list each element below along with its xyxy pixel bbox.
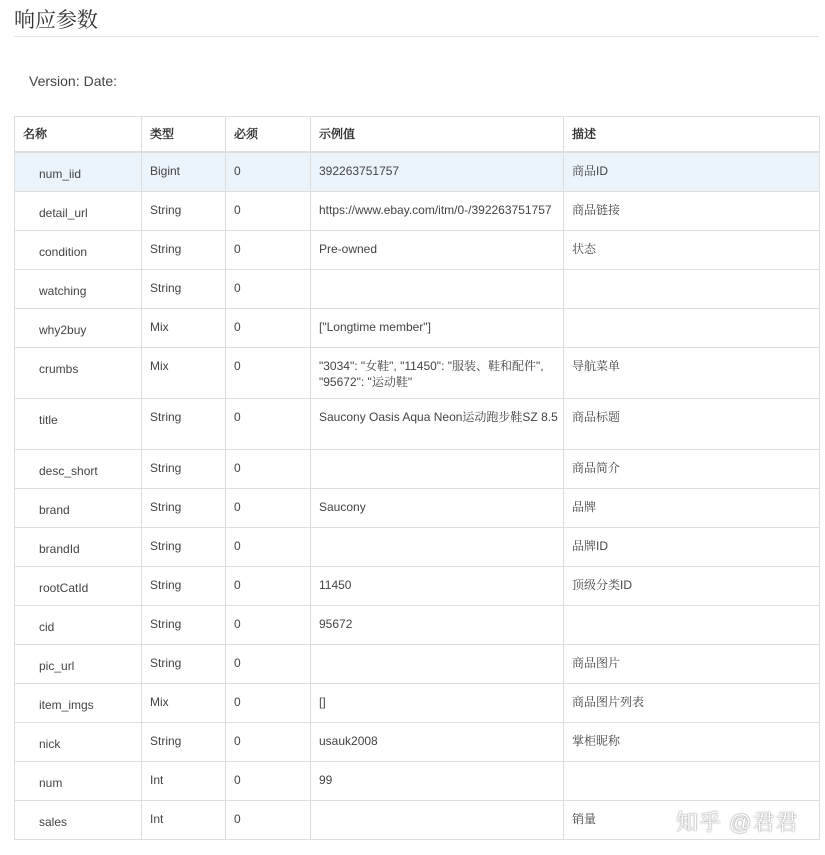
cell-description: 商品图片 [564,644,820,683]
cell-example: Saucony Oasis Aqua Neon运动跑步鞋SZ 8.5 [311,398,564,449]
cell-example: 95672 [311,605,564,644]
header-type: 类型 [142,117,226,153]
cell-description: 顶级分类ID [564,566,820,605]
cell-description: 商品ID [564,152,820,191]
cell-type: String [142,488,226,527]
cell-required: 0 [226,347,311,398]
cell-name: sales [15,800,142,839]
page-title: 响应参数 [14,9,98,32]
cell-required: 0 [226,152,311,191]
table-row [15,347,820,398]
header-example: 示例值 [311,117,564,153]
cell-description: 商品链接 [564,191,820,230]
table-header-row [15,117,820,153]
response-params-table [14,116,820,840]
cell-type: String [142,449,226,488]
cell-description: 掌柜昵称 [564,722,820,761]
cell-required: 0 [226,488,311,527]
cell-example: Pre-owned [311,230,564,269]
cell-type: Mix [142,308,226,347]
table-row [15,230,820,269]
table-row [15,722,820,761]
table-row [15,488,820,527]
cell-name: rootCatId [15,566,142,605]
header-required: 必须 [226,117,311,153]
cell-name: cid [15,605,142,644]
cell-type: String [142,722,226,761]
cell-type: String [142,398,226,449]
table-row [15,683,820,722]
cell-type: String [142,644,226,683]
cell-required: 0 [226,191,311,230]
cell-type: String [142,527,226,566]
cell-example [311,644,564,683]
cell-required: 0 [226,800,311,839]
cell-description [564,308,820,347]
cell-required: 0 [226,761,311,800]
title-divider [14,36,819,37]
cell-example: ["Longtime member"] [311,308,564,347]
table-row [15,605,820,644]
cell-name: condition [15,230,142,269]
cell-description: 商品简介 [564,449,820,488]
cell-type: String [142,269,226,308]
cell-description [564,269,820,308]
cell-example: "3034": "女鞋", "11450": "服装、鞋和配件", "95672": "运动鞋" [311,347,564,398]
cell-name: nick [15,722,142,761]
cell-name: num_iid [15,152,142,191]
cell-name: pic_url [15,644,142,683]
cell-required: 0 [226,449,311,488]
table-row [15,527,820,566]
cell-example [311,527,564,566]
cell-required: 0 [226,566,311,605]
cell-type: String [142,566,226,605]
cell-required: 0 [226,605,311,644]
cell-name: num [15,761,142,800]
table-row [15,308,820,347]
cell-example: 11450 [311,566,564,605]
cell-type: String [142,230,226,269]
cell-description [564,761,820,800]
cell-example: [] [311,683,564,722]
cell-example [311,269,564,308]
cell-type: Mix [142,683,226,722]
cell-name: watching [15,269,142,308]
table-row [15,398,820,449]
cell-name: desc_short [15,449,142,488]
cell-required: 0 [226,722,311,761]
cell-example: https://www.ebay.com/itm/0-/392263751757 [311,191,564,230]
cell-name: crumbs [15,347,142,398]
table-row [15,191,820,230]
cell-description: 商品图片列表 [564,683,820,722]
table-row [15,761,820,800]
cell-type: Mix [142,347,226,398]
cell-example: Saucony [311,488,564,527]
cell-name: brand [15,488,142,527]
cell-type: Bigint [142,152,226,191]
cell-required: 0 [226,527,311,566]
cell-name: why2buy [15,308,142,347]
header-name: 名称 [15,117,142,153]
cell-description: 状态 [564,230,820,269]
cell-example [311,800,564,839]
zhihu-watermark: 知乎 @君君 [676,810,799,835]
date-label: Date: [83,73,118,89]
cell-name: detail_url [15,191,142,230]
cell-required: 0 [226,644,311,683]
cell-required: 0 [226,269,311,308]
cell-required: 0 [226,683,311,722]
cell-description: 销量 [564,800,820,839]
cell-description: 商品标题 [564,398,820,449]
cell-name: brandId [15,527,142,566]
cell-type: Int [142,800,226,839]
cell-required: 0 [226,308,311,347]
cell-example: usauk2008 [311,722,564,761]
cell-required: 0 [226,398,311,449]
cell-example: 99 [311,761,564,800]
table-row [15,449,820,488]
table-row [15,152,820,191]
cell-description: 品牌 [564,488,820,527]
table-row [15,566,820,605]
cell-required: 0 [226,230,311,269]
cell-name: item_imgs [15,683,142,722]
table-row [15,644,820,683]
cell-description: 导航菜单 [564,347,820,398]
cell-name: title [15,398,142,449]
cell-description: 品牌ID [564,527,820,566]
cell-description [564,605,820,644]
header-description: 描述 [564,117,820,153]
version-label: Version: [29,73,80,89]
cell-type: String [142,191,226,230]
table-row [15,269,820,308]
cell-example [311,449,564,488]
cell-example: 392263751757 [311,152,564,191]
version-date-line [29,73,117,89]
cell-type: String [142,605,226,644]
cell-type: Int [142,761,226,800]
